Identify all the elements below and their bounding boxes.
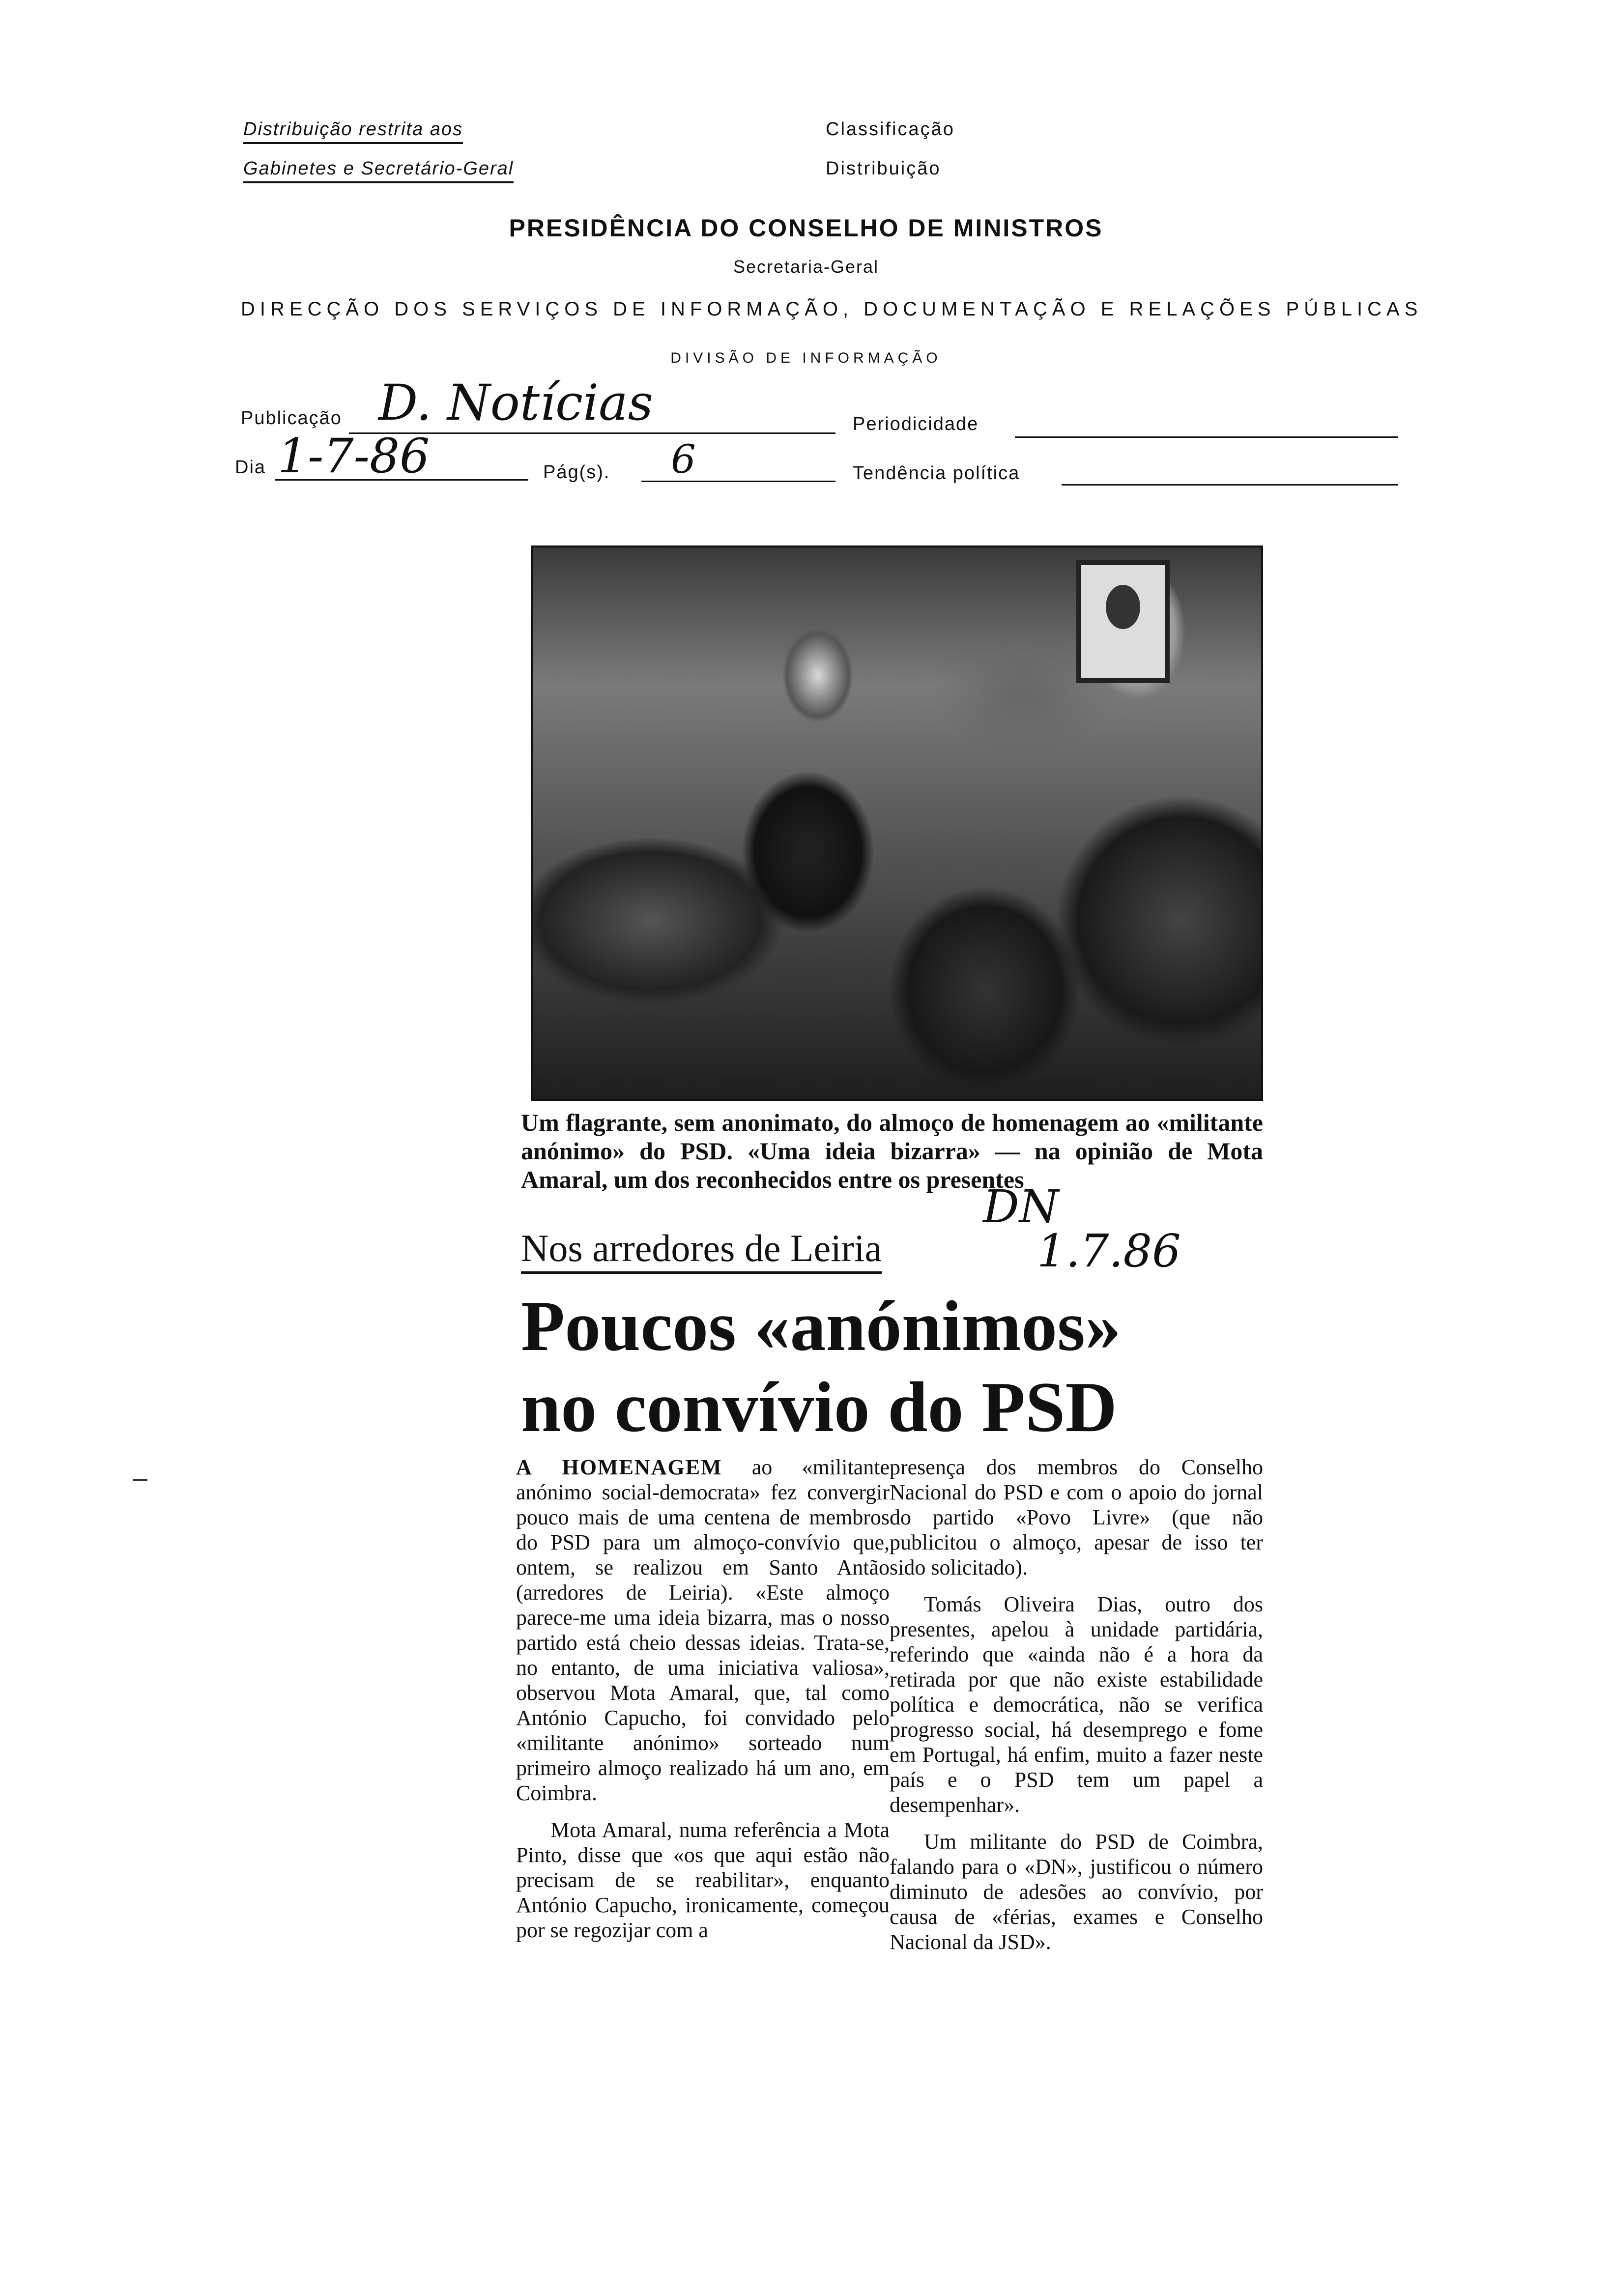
col1-paragraph-1 bbox=[516, 1455, 890, 1806]
handwritten-source: DN bbox=[983, 1180, 1059, 1233]
col1-paragraph-1-text: ao «militante anónimo social-democrata» fez convergir pouco mais de uma centena de membros do PSD para um almoço-convívio que, ontem, se realizou em Santo Antão (arredores de Leiria). «Este almoço parece-me uma ideia bizarra, mas o nosso partido está cheio dessas ideias. Trata-se, no entanto, de uma iniciativa valiosa», observou Mota Amaral, que, tal como António Capucho, foi convidado pelo «militante anónimo» sorteado num primeiro almoço realizado há um ano, em Coimbra. bbox=[516, 1455, 890, 1805]
handwritten-date: 1.7.86 bbox=[1037, 1225, 1181, 1277]
margin-mark bbox=[133, 1479, 147, 1481]
headline-line-1: Poucos «anónimos» bbox=[521, 1286, 1121, 1366]
article-column-2 bbox=[890, 1455, 1263, 1954]
col1-paragraph-2: Mota Amaral, numa referência a Mota Pinto, disse que «os que aqui estão não precisam de se reabilitar», enquanto António Capucho, ironicamente, começou por se regozijar com a bbox=[516, 1818, 890, 1942]
directorate: DIRECÇÃO DOS SERVIÇOS DE INFORMAÇÃO, DOCUMENTAÇÃO E RELAÇÕES PÚBLICAS bbox=[241, 298, 1423, 320]
framed-portrait bbox=[1076, 560, 1170, 683]
periodicity-line bbox=[1015, 436, 1398, 438]
distribution-line-1: Distribuição restrita aos bbox=[243, 119, 463, 144]
col2-paragraph-1: presença dos membros do Conselho Nacional do PSD e com o apoio do jornal do partido «Povo Livre» (que não publicitou o almoço, apesar de isso ter sido solicitado). bbox=[890, 1455, 1263, 1579]
classification-label bbox=[826, 119, 955, 140]
distribution-text: Distribuição bbox=[826, 158, 941, 179]
division: DIVISÃO DE INFORMAÇÃO bbox=[670, 350, 942, 366]
col2-paragraph-3: Um militante do PSD de Coimbra, falando para o «DN», justificou o número diminuto de adesões ao convívio, por causa de «férias, exames e Conselho Nacional da JSD». bbox=[890, 1830, 1263, 1954]
publication-value: D. Notícias bbox=[378, 374, 653, 431]
distribution-recipients bbox=[243, 158, 514, 183]
distribution-label bbox=[826, 158, 941, 179]
tendency-line bbox=[1062, 484, 1398, 486]
pages-label: Pág(s). bbox=[543, 462, 610, 483]
publication-label: Publicação bbox=[241, 408, 342, 429]
headline-line-2: no convívio do PSD bbox=[521, 1367, 1117, 1447]
periodicity-label: Periodicidade bbox=[853, 414, 979, 434]
page-subtitle: Secretaria-Geral bbox=[733, 257, 879, 277]
tendency-label: Tendência política bbox=[853, 463, 1020, 484]
col2-paragraph-2: Tomás Oliveira Dias, outro dos presentes, apelou à unidade partidária, referindo que «ainda não é a hora da retirada por que não existe estabilidade política e democrática, não se verifica progresso social, há desemprego e fome em Portugal, há enfim, muito a fazer neste país e o PSD tem um papel a desempenhar». bbox=[890, 1592, 1263, 1817]
day-label: Dia bbox=[235, 457, 266, 478]
pages-value: 6 bbox=[671, 436, 696, 482]
photo-caption: Um flagrante, sem anonimato, do almoço de homenagem ao «militante anónimo» do PSD. «Uma ideia bizarra» — na opinião de Mota Amaral, um dos reconhecidos entre os presentes bbox=[521, 1109, 1263, 1193]
classification-text: Classificação bbox=[826, 119, 955, 140]
day-value: 1-7-86 bbox=[278, 429, 430, 484]
article-kicker: Nos arredores de Leiria bbox=[521, 1226, 882, 1274]
distribution-line-2: Gabinetes e Secretário-Geral bbox=[243, 158, 514, 183]
page-title: PRESIDÊNCIA DO CONSELHO DE MINISTROS bbox=[509, 214, 1103, 242]
lead-in: A HOMENAGEM bbox=[516, 1455, 722, 1479]
distribution-restriction bbox=[243, 119, 463, 144]
article-column-1 bbox=[516, 1455, 890, 1943]
